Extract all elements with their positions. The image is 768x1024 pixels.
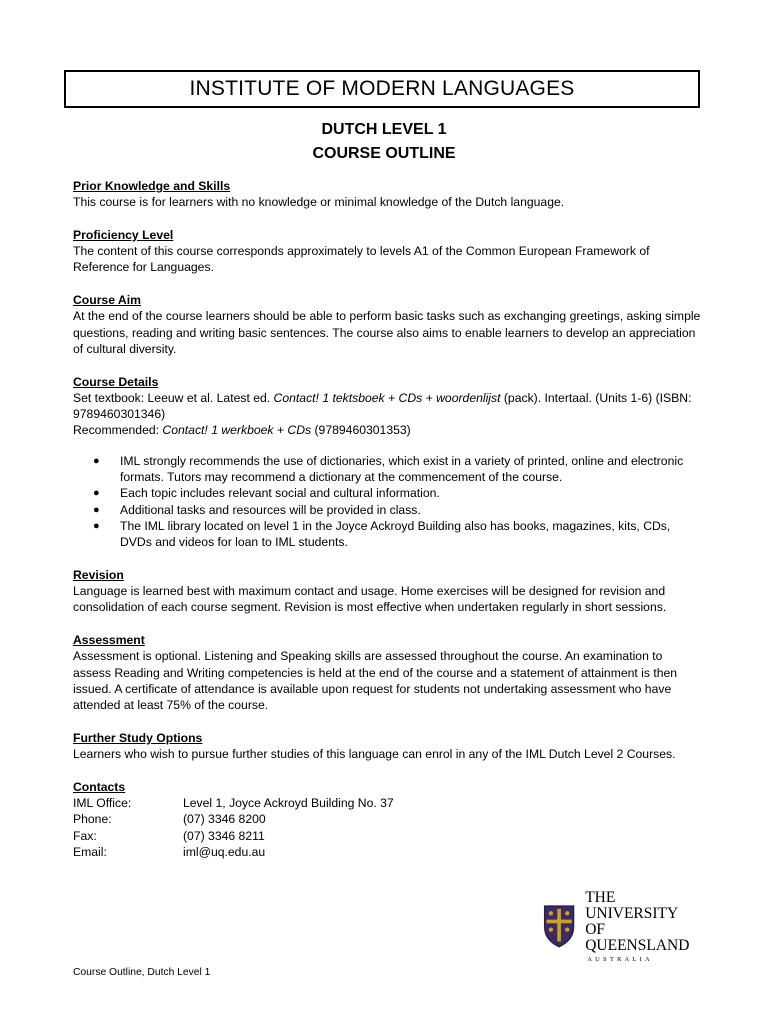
- section-text: Learners who wish to pursue further studies of this language can enrol in any of the IML Dutch Level 2 Courses.: [73, 747, 676, 762]
- textbook-prefix: Set textbook: Leeuw et al. Latest ed.: [73, 390, 274, 405]
- recommended-prefix: Recommended:: [73, 423, 163, 438]
- list-item: [73, 485, 701, 501]
- outline-content: [73, 178, 701, 876]
- list-item: [73, 453, 701, 486]
- section-title: Revision: [73, 567, 124, 582]
- section-title: Course Details: [73, 374, 159, 389]
- course-outline-heading: COURSE OUTLINE: [312, 145, 456, 162]
- contact-email-link[interactable]: iml@uq.edu.au: [183, 844, 266, 859]
- contact-row-fax: [73, 828, 701, 844]
- logo-line-1: THE UNIVERSITY: [585, 888, 679, 922]
- contact-row-email: [73, 844, 701, 860]
- list-item: [73, 518, 701, 551]
- course-level-heading: DUTCH LEVEL 1: [321, 121, 447, 138]
- bullet-text: Additional tasks and resources will be provided in class.: [120, 502, 421, 517]
- section-title: Further Study Options: [73, 730, 203, 745]
- bullet-text: The IML library located on level 1 in the Joyce Ackroyd Building also has books, magazines, kits, CDs, DVDs and videos for loan to IML students.: [120, 518, 671, 550]
- section-title: Course Aim: [73, 293, 141, 308]
- logo-line-2: OF QUEENSLAND: [585, 920, 690, 954]
- institute-title-box: [64, 70, 700, 108]
- bullet-text: IML strongly recommends the use of dictionaries, which exist in a variety of printed, online and electronic formats. Tutors may recommend a dictionary at the commencement of the course.: [120, 453, 684, 485]
- section-title: Prior Knowledge and Skills: [73, 179, 231, 193]
- section-title: Contacts: [73, 779, 126, 794]
- textbook-suffix: (pack). Intertaal. (Units 1-6) (ISBN: 9789460301346): [73, 390, 692, 422]
- contacts-section: [73, 779, 701, 860]
- contact-label: Phone:: [73, 812, 112, 827]
- prior-knowledge-section: [73, 178, 701, 211]
- contact-value: (07) 3346 8200: [183, 812, 266, 827]
- university-wordmark: [585, 890, 701, 963]
- bullet-icon: ●: [93, 454, 100, 467]
- recommended-suffix: (9789460301353): [311, 423, 411, 438]
- contact-row-office: [73, 795, 701, 811]
- university-logo: [541, 888, 701, 963]
- university-crest-icon: [541, 901, 577, 951]
- logo-line-3: AUSTRALIA: [587, 955, 653, 963]
- section-text: Assessment is optional. Listening and Speaking skills are assessed throughout the course. An examination to assess Reading and Writing competencies is held at the end of the course and a statement of attainment is then issued. A certificate of attendance is available upon request for students not undertaking assessment who have attended at least 75% of the course.: [73, 649, 678, 713]
- bullet-icon: ●: [93, 519, 100, 532]
- revision-section: [73, 567, 701, 616]
- section-title: Assessment: [73, 633, 145, 648]
- course-aim-section: [73, 292, 701, 357]
- proficiency-section: [73, 227, 701, 276]
- page-footer: Course Outline, Dutch Level 1: [73, 967, 211, 978]
- bullet-text: Each topic includes relevant social and cultural information.: [120, 486, 440, 501]
- textbook-line: [73, 390, 701, 423]
- bullet-icon: ●: [93, 487, 100, 500]
- course-details-bullets: [73, 453, 701, 551]
- recommended-title: Contact! 1 werkboek + CDs: [162, 423, 312, 438]
- institute-title: INSTITUTE OF MODERN LANGUAGES: [189, 77, 575, 100]
- contact-value: (07) 3346 8211: [183, 828, 265, 843]
- section-title: Proficiency Level: [73, 227, 174, 242]
- section-text: At the end of the course learners should be able to perform basic tasks such as exchanging greetings, asking simple questions, reading and writing basic sentences. The course also aims to enable learners to develop an appreciation of cultural diversity.: [73, 309, 701, 356]
- further-study-section: [73, 730, 701, 763]
- contact-label: Email:: [73, 844, 107, 859]
- section-text: This course is for learners with no knowledge or minimal knowledge of the Dutch language.: [73, 195, 565, 210]
- recommended-line: [73, 422, 701, 438]
- contact-value: Level 1, Joyce Ackroyd Building No. 37: [183, 795, 394, 810]
- textbook-title: Contact! 1 tektsboek + CDs + woordenlijst: [273, 390, 501, 405]
- bullet-icon: ●: [93, 503, 100, 516]
- contact-row-phone: [73, 811, 701, 827]
- contact-label: IML Office:: [73, 795, 132, 810]
- contact-label: Fax:: [73, 828, 97, 843]
- section-text: Language is learned best with maximum contact and usage. Home exercises will be designed for revision and consolidation of each course segment. Revision is most effective when undertaken regularly in short sessions.: [73, 584, 667, 615]
- list-item: [73, 502, 701, 518]
- assessment-section: [73, 632, 701, 713]
- section-text: The content of this course corresponds approximately to levels A1 of the Common European Framework of Reference for Languages.: [73, 244, 650, 275]
- course-details-section: [73, 374, 701, 439]
